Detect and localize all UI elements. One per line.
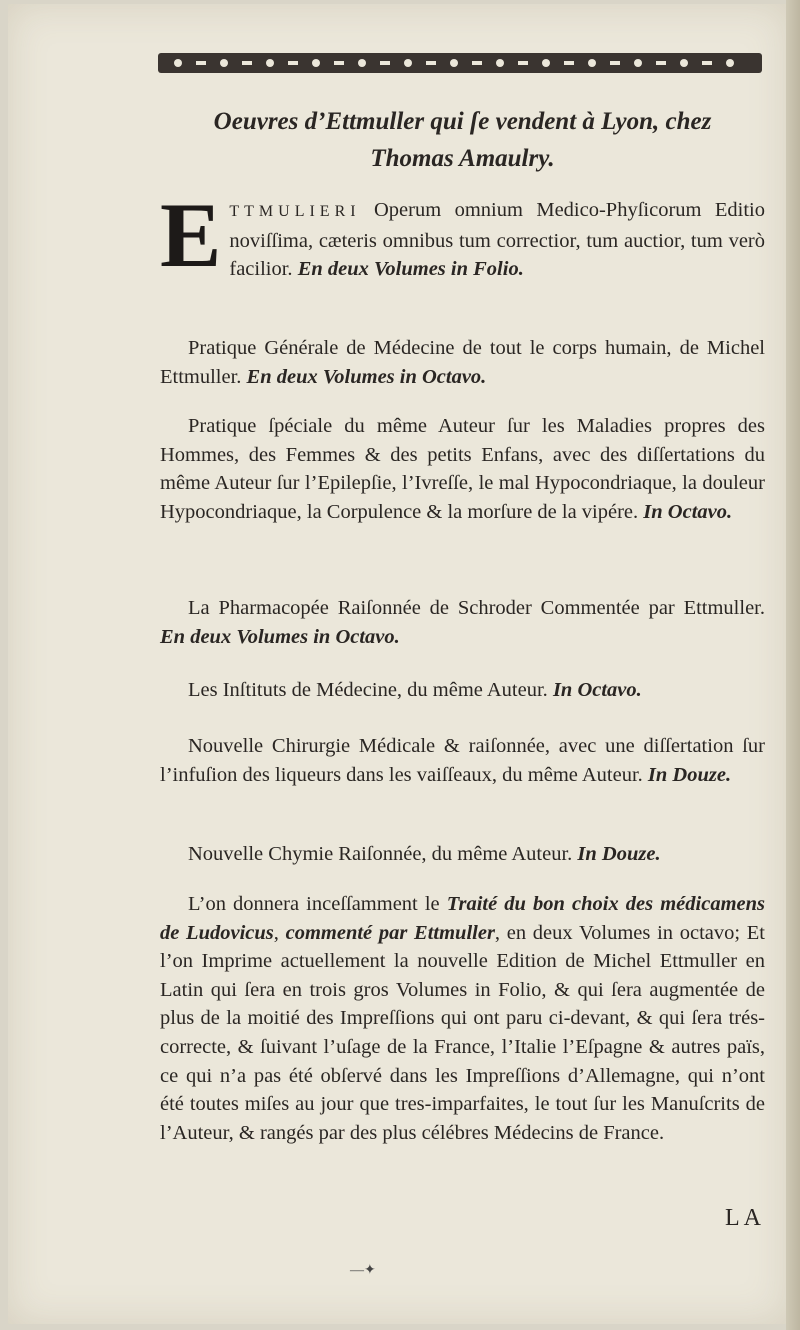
footer-mark: —✦ <box>350 1263 376 1278</box>
entry-smallcaps: TTMULIERI <box>229 203 361 220</box>
entry-text: Operum omnium Medico-Phyſicorum Editio noviſſima, cæteris omnibus tum correctior, tum auctior, tum verò facilior. <box>229 199 765 281</box>
entry-format: In Octavo. <box>552 679 642 701</box>
entry-text: Pratique ſpéciale du même Auteur ſur les Maladies propres des Hommes, des Femmes & des petits Enfans, avec des diſſertations du même Auteur ſur l’Epilepſie, l’Ivreſſe, le mal Hypocondriaque, la douleur Hypocondriaque, la Corpulence & la morſure de la vipére. <box>160 415 765 523</box>
entry-pratique-generale <box>160 334 765 391</box>
entry-chirurgie <box>160 732 765 789</box>
title-line-1: Oeuvres d’Ettmuller qui ſe vendent à Lyon, chez <box>213 108 712 135</box>
entry-format: In Douze. <box>647 763 732 786</box>
headpiece-ornament <box>158 50 762 76</box>
page-gutter <box>786 0 800 1330</box>
entry-text: Nouvelle Chirurgie Médicale & raiſonnée, avec une diſſertation ſur l’infuſion des liqueurs dans les vaiſſeaux, du même Auteur. <box>160 735 765 786</box>
entry-pratique-speciale <box>160 412 765 526</box>
entry-instituts <box>160 676 765 705</box>
entry-chymie <box>160 840 765 869</box>
entry-text: Nouvelle Chymie Raiſonnée, du même Auteur. <box>188 843 578 865</box>
entry-text: Pratique Générale de Médecine de tout le corps humain, de Michel Ettmuller. <box>160 337 765 388</box>
entry-format: En deux Volumes in Folio. <box>297 258 524 281</box>
entry-opera-omnia <box>160 184 765 286</box>
entry-format: En deux Volumes in Octavo. <box>160 625 400 648</box>
entry-text: Les Inſtituts de Médecine, du même Auteur. <box>188 679 553 701</box>
entry-italic-title: Traité du bon choix des médicamens de Ludovicus <box>160 893 765 944</box>
entry-format: En deux Volumes in Octavo. <box>246 365 487 388</box>
entry-text: , <box>273 921 286 944</box>
title-line-2: Thomas Amaulry. <box>370 145 555 172</box>
drop-cap: E <box>160 184 222 286</box>
catchword: LA <box>725 1205 765 1231</box>
entry-text: , en deux Volumes in octavo; Et l’on Imprime actuellement la nouvelle Edition de Michel Ettmuller en Latin qui ſera en trois gros Volumes in Folio, & qui ſera augmentée de plus de la moitié des Impreſſions qui ont paru ci-devant, & qui ſera trés-correcte, & ſuivant l’uſage de la France, l’Italie l’Eſpagne & autres païs, ce qui n’a pas été obſervé dans les Impreſſions d’Allemagne, qui n’ont été toutes miſes au jour que tres-imparfaites, le tout ſur les Manuſcrits de l’Auteur, & rangés par des plus célébres Médecins de France. <box>160 921 766 1144</box>
entry-format: In Douze. <box>577 843 661 865</box>
entry-italic-author: commenté par Ettmuller <box>285 921 495 944</box>
entry-pharmacopee <box>160 594 765 651</box>
entry-format: In Octavo. <box>643 500 733 523</box>
entry-announcement <box>160 890 765 1147</box>
entry-text: L’on donnera inceſſamment le <box>188 893 447 915</box>
page-title <box>160 103 765 177</box>
entry-text: La Pharmacopée Raiſonnée de Schroder Commentée par Ettmuller. <box>188 597 765 619</box>
